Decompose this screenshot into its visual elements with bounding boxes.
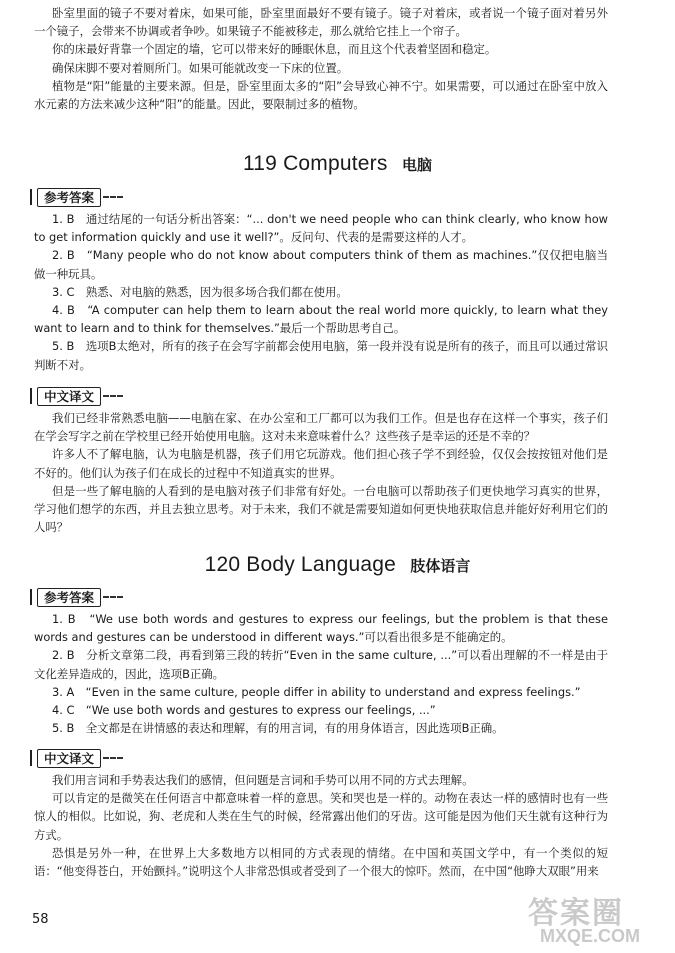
bracket-decoration xyxy=(30,189,35,205)
answer-item: 4. C “We use both words and gestures to express our feelings, ...” xyxy=(52,703,436,718)
page-number: 58 xyxy=(32,912,49,927)
answer-item: 2. B 分析文章第二段，再看到第三段的转折“Even in the same culture, ...”可以看出理解的不一样是由于文化差异造成的，因此，选项B正确。 xyxy=(34,648,608,681)
answer-item: 1. B “We use both words and gestures to express our feelings, but the problem is that these words and gestures can be understood in different ways.”可以看出很多是不能确定的。 xyxy=(34,612,608,645)
section-120-title xyxy=(0,553,675,577)
translation-paragraph: 但是一些了解电脑的人看到的是电脑对孩子们非常有好处。一台电脑可以帮助孩子们更快地学习真实的世界，学习他们想学的东西，并且去独立思考。对于未来，我们不就是需要知道如何更快地获取信息并能好好利用它们的人吗？ xyxy=(34,483,608,535)
answer-key-label: 参考答案 xyxy=(30,587,123,607)
translation-paragraph: 许多人不了解电脑，认为电脑是机器，孩子们用它玩游戏。他们担心孩子学不到经验，仅仅会按按钮对他们是不好的。他们认为孩子们在成长的过程中不知道真实的世界。 xyxy=(34,447,608,480)
dash-decoration xyxy=(103,596,123,598)
watermark-domain: MXQE.COM xyxy=(540,926,641,946)
bracket-decoration xyxy=(30,388,35,404)
intro-block xyxy=(34,4,608,113)
dash-decoration xyxy=(103,395,123,397)
section-title-zh: 肢体语言 xyxy=(410,558,471,575)
section-119-answers xyxy=(34,210,608,374)
intro-paragraph: 你的床最好背靠一个固定的墙，它可以带来好的睡眠休息，而且这个代表着坚固和稳定。 xyxy=(52,42,497,57)
translation-paragraph: 恐惧是另外一种，在世界上大多数地方以相同的方式表现的情绪。在中国和英国文学中，有一个类似的短语：“他变得苍白，开始颤抖。”说明这个人非常恐惧或者受到了一个很大的惊吓。然而，在中国“他睁大双眼”用来 xyxy=(34,845,608,879)
answer-item: 4. B “A computer can help them to learn about the real world more quickly, to learn what they want to learn and to think for themselves.”最后一个帮助思考自己。 xyxy=(34,303,608,336)
dash-decoration xyxy=(103,757,123,759)
bracket-decoration xyxy=(30,750,35,766)
translation-label: 中文译文 xyxy=(30,386,123,406)
translation-label: 中文译文 xyxy=(30,748,123,768)
intro-paragraph: 确保床脚不要对着厕所门。如果可能就改变一下床的位置。 xyxy=(52,60,349,75)
section-120-translation xyxy=(34,771,608,880)
section-title-en: 119 Computers xyxy=(242,152,388,175)
translation-paragraph: 我们用言词和手势表达我们的感情，但问题是言词和手势可以用不同的方式去理解。 xyxy=(52,773,474,787)
section-119-title xyxy=(0,152,675,176)
answer-item: 2. B “Many people who do not know about computers think of them as machines.”仅仅把电脑当做一种玩具。 xyxy=(34,248,608,281)
section-120-answers xyxy=(34,610,608,737)
section-title-en: 120 Body Language xyxy=(204,553,396,576)
bracket-decoration xyxy=(30,589,35,605)
dash-decoration xyxy=(103,196,123,198)
answer-item: 3. C 熟悉、对电脑的熟悉，因为很多场合我们都在使用。 xyxy=(52,284,348,299)
translation-paragraph: 可以肯定的是微笑在任何语言中都意味着一样的意思。笑和哭也是一样的。动物在表达一样的感情时也有一些惊人的相似。比如说，狗、老虎和人类在生气的时候，经常露出他们的牙齿。这可能是因为他们天生就有这种行为方式。 xyxy=(34,791,608,842)
section-title-zh: 电脑 xyxy=(402,157,433,174)
answer-item: 5. B 选项B太绝对，所有的孩子在会写字前都会使用电脑，第一段并没有说是所有的孩子，而且可以通过常识判断不对。 xyxy=(34,339,608,372)
translation-paragraph: 我们已经非常熟悉电脑——电脑在家、在办公室和工厂都可以为我们工作。但是也存在这样一个事实，孩子们在学会写字之前在学校里已经开始使用电脑。这对未来意味着什么？这些孩子是幸运的还是不幸的？ xyxy=(34,411,608,444)
section-119-translation xyxy=(34,409,608,536)
answer-item: 1. B 通过结尾的一句话分析出答案：“... don't we need people who can think clearly, who know how to get information quickly and use it well?”。反问句、代表的是需要这样的人才。 xyxy=(34,212,608,245)
intro-paragraph: 卧室里面的镜子不要对着床，如果可能，卧室里面最好不要有镜子。镜子对着床，或者说一个镜子面对着另外一个镜子，会带来不协调或者争吵。如果镜子不能被移走，那么就给它挂上一个帘子。 xyxy=(34,6,608,39)
watermark-logo: 答案圈 xyxy=(528,896,624,931)
intro-paragraph: 植物是“阳”能量的主要来源。但是，卧室里面太多的“阳”会导致心神不宁。如果需要，可以通过在卧室中放入水元素的方法来减少这种“阳”的能量。因此，要限制过多的植物。 xyxy=(34,78,608,112)
answer-item: 3. A “Even in the same culture, people differ in ability to understand and express feelings.” xyxy=(52,684,581,699)
answer-key-label: 参考答案 xyxy=(30,187,123,207)
answer-item: 5. B 全文都是在讲情感的表达和理解，有的用言词，有的用身体语言，因此选项B正确。 xyxy=(52,721,504,736)
